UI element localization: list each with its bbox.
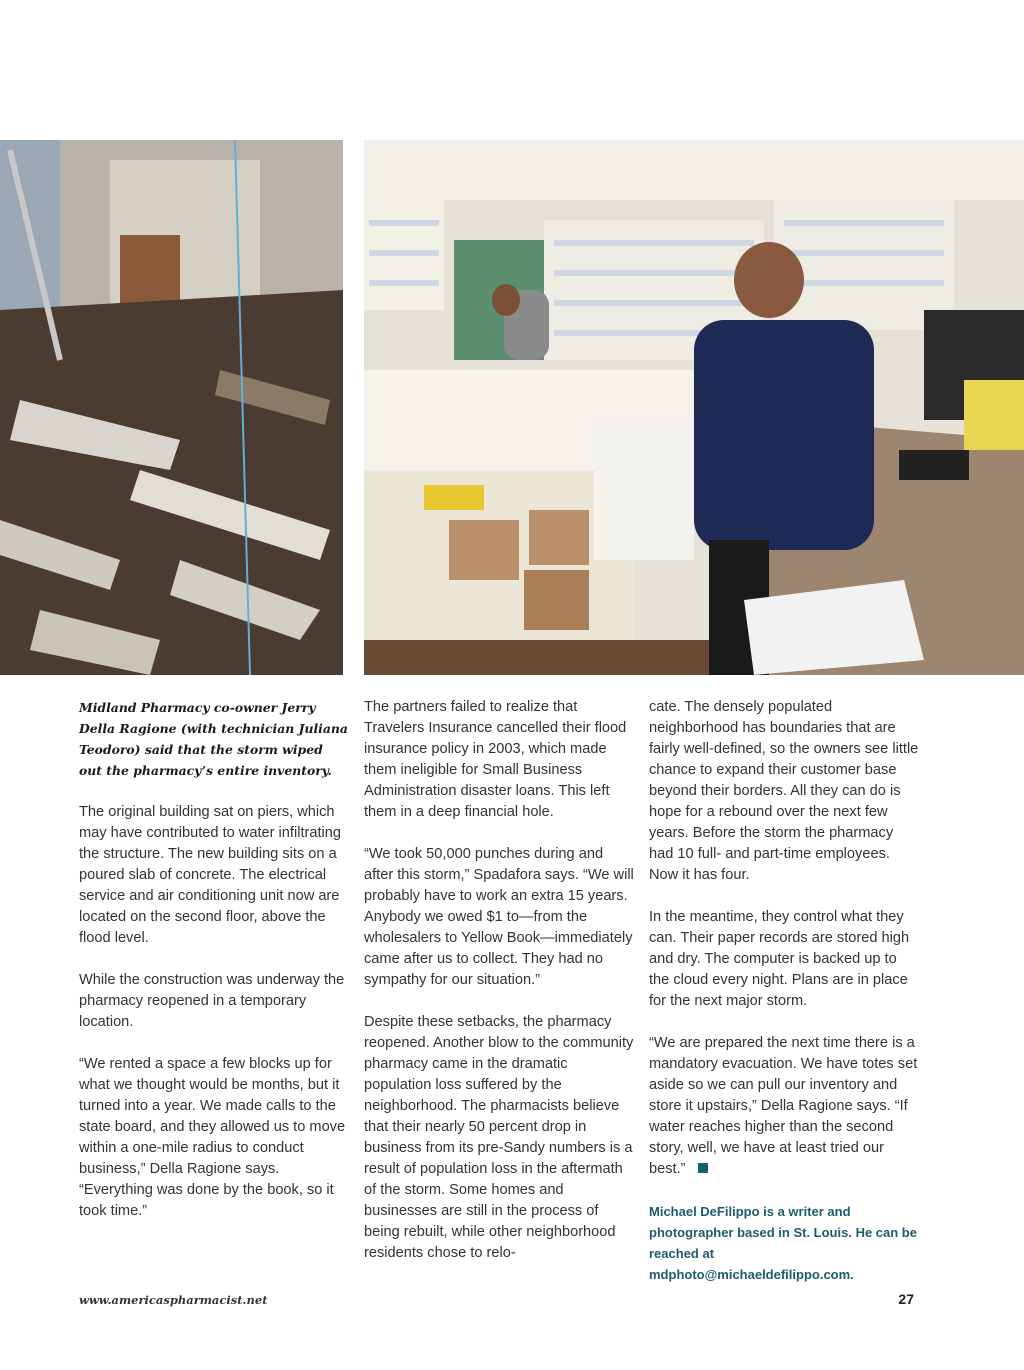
article-column-3 <box>649 697 921 1306</box>
article-paragraph: The partners failed to realize that Travelers Insurance cancelled their flood insurance policy in 2003, which made them ineligible for Small Business Administration disaster loans. This left them in a deep financial hole. <box>364 699 627 820</box>
article-paragraph: cate. The densely populated neighborhood has boundaries that are fairly well-defined, so the owners see little chance to expand their customer base beyond their borders. All they can do is hope for a rebound over the next few years. Before the storm the pharmacy had 10 full- and part-time employees. Now it has four. <box>649 699 919 883</box>
article-column-2 <box>364 697 636 1285</box>
article-paragraph: Despite these setbacks, the pharmacy reopened. Another blow to the community pharmacy came in the dramatic population loss suffered by the neighborhood. The pharmacists believe that their nearly 50 percent drop in business from its pre-Sandy numbers is a result of population loss in the aftermath of the storm. Some homes and businesses are still in the process of being rebuilt, while other neighborhood residents chose to relo- <box>364 1014 634 1261</box>
author-bio: Michael DeFilippo is a writer and photographer based in St. Louis. He can be reached at mdphoto@michaeldefilippo.com. <box>649 1204 917 1282</box>
article-paragraph: “We took 50,000 punches during and after this storm,” Spadafora says. “We will probably have to work an extra 15 years. Anybody we owed $1 to—from the wholesalers to Yellow Book—immediately came after us to collect. They had no sympathy for our situation.” <box>364 846 634 988</box>
article-paragraph <box>649 1033 921 1180</box>
storm-damage-photo <box>0 140 343 675</box>
article-paragraph: The original building sat on piers, which may have contributed to water infiltrating the structure. The new building sits on a poured slab of concrete. The electrical service and air conditioning unit now are located on the second floor, above the flood level. <box>79 804 342 946</box>
article-paragraph: In the meantime, they control what they can. Their paper records are stored high and dry. The computer is backed up to the cloud every night. Plans are in place for the next major storm. <box>649 909 910 1009</box>
end-mark-icon <box>698 1163 708 1173</box>
article-paragraph: While the construction was underway the pharmacy reopened in a temporary location. <box>79 972 345 1030</box>
pharmacy-interior-photo <box>364 140 1024 675</box>
page-number: 27 <box>898 1291 914 1307</box>
photo-caption: Midland Pharmacy co-owner Jerry Della Ragione (with technician Juliana Teodoro) said that the storm wiped out the pharmacy’s entire inventory. <box>79 700 348 778</box>
article-column-1 <box>79 697 349 1243</box>
article-paragraph: “We rented a space a few blocks up for what we thought would be months, but it turned into a year. We made calls to the state board, and they allowed us to move within a one-mile radius to conduct business,” Della Ragione says. “Everything was done by the book, so it took time.” <box>79 1056 346 1219</box>
footer-website-url: www.americaspharmacist.net <box>79 1293 268 1307</box>
article-final-text: “We are prepared the next time there is a mandatory evacuation. We have totes set aside so we can pull our inventory and store it upstairs,” Della Ragione says. “If water reaches higher than the second story, well, we have at least tried our best.” <box>649 1035 918 1177</box>
